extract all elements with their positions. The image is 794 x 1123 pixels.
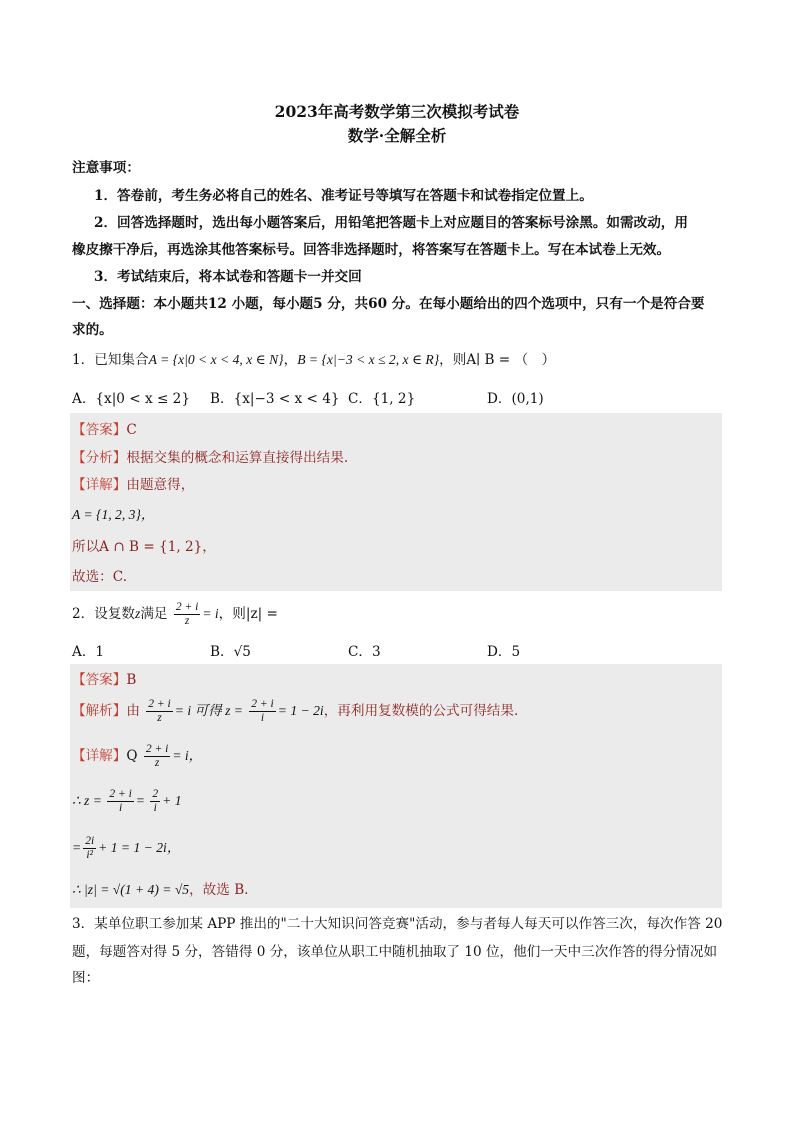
section-heading: 一、选择题：本小题共12 小题，每小题5 分，共60 分。在每小题给出的四个选项中，只有一个是符合要 xyxy=(72,296,705,312)
question-2-option-c: C．3 xyxy=(348,644,381,660)
question-1-detail: 【详解】由题意得， xyxy=(72,477,195,493)
question-2-detail: 【详解】Q $\frac{2 + i}{z}$ = i， xyxy=(72,743,203,769)
page-subtitle: 数学·全解全析 xyxy=(347,126,447,145)
notice-item-2-cont: 橡皮擦干净后，再选涂其他答案标号。回答非选择题时，将答案写在答题卡上。写在本试卷上无效。 xyxy=(72,242,671,258)
question-3-stem-line-1: 3．某单位职工参加某 APP 推出的"二十大知识问答竞赛"活动，参与者每人每天可以作答三次，每次作答 20 xyxy=(72,916,723,932)
section-heading-cont: 求的。 xyxy=(72,322,113,338)
question-3-stem-line-2: 题，每题答对得 5 分，答错得 0 分，该单位从职工中随机抽取了 10 位，他们一天中三次作答的得分情况如 xyxy=(72,944,718,960)
question-2-fraction: $\frac{2 + i}{z}$ xyxy=(175,601,199,627)
question-2-analysis: 【解析】由 $\frac{2 + i}{z}$ = i 可得 z = $\frac{2 + i}{i}$ = 1 − 2i，再利用复数模的公式可得结果. xyxy=(72,698,519,724)
question-2-step-3: ∴ |z| = √(1 + 4) = √5，故选 B. xyxy=(72,882,249,898)
notice-item-1: 1．答卷前，考生务必将自己的姓名、准考证号等填写在答题卡和试卷指定位置上。 xyxy=(94,188,593,204)
question-2-option-a: A．1 xyxy=(72,644,105,660)
question-2-stem: 2．设复数z满足 $\frac{2 + i}{z}$ = i，则|z| = xyxy=(72,601,278,627)
question-1-conclusion: 故选：C. xyxy=(72,569,128,585)
question-2-option-b: B．√5 xyxy=(210,644,251,660)
question-1-solution-box xyxy=(70,413,722,591)
question-1-answer: 【答案】C xyxy=(72,422,137,438)
question-1-step-1: A = {1, 2, 3}， xyxy=(72,507,155,522)
notice-item-3: 3．考试结束后，将本试卷和答题卡一并交回 xyxy=(94,269,362,285)
notice-heading: 注意事项： xyxy=(72,160,140,176)
question-1-option-b: B．{x|−3 < x < 4} xyxy=(210,391,340,407)
question-1-stem: 1．已知集合A = {x|0 < x < 4, x ∈ N}，B = {x|−3 < x ≤ 2, x ∈ R}，则A∣ B = （ ） xyxy=(72,352,556,368)
question-1-step-2: 所以A ∩ B = {1, 2}， xyxy=(72,539,216,555)
notice-item-2: 2．回答选择题时，选出每小题答案后，用铅笔把答题卡上对应题目的答案标号涂黑。如需改动，用 xyxy=(94,215,688,231)
question-2-answer: 【答案】B xyxy=(72,672,137,688)
question-2-step-2: = $\frac{2i}{\text{i²}}$ + 1 = 1 − 2i， xyxy=(72,835,181,862)
page-title: 2023年高考数学第三次模拟考试卷 xyxy=(274,102,520,121)
question-1-option-c: C．{1, 2} xyxy=(348,391,416,407)
question-1-option-a: A．{x|0 < x ≤ 2} xyxy=(72,391,190,407)
question-1-analysis: 【分析】根据交集的概念和运算直接得出结果. xyxy=(72,450,349,466)
question-2-step-1: ∴ z = $\frac{2 + i}{i}$ = $\frac{2}{i}$ + 1 xyxy=(72,788,182,815)
question-2-option-d: D．5 xyxy=(487,644,521,660)
question-1-option-d: D．(0,1) xyxy=(487,391,544,407)
question-3-stem-line-3: 图： xyxy=(72,970,100,986)
